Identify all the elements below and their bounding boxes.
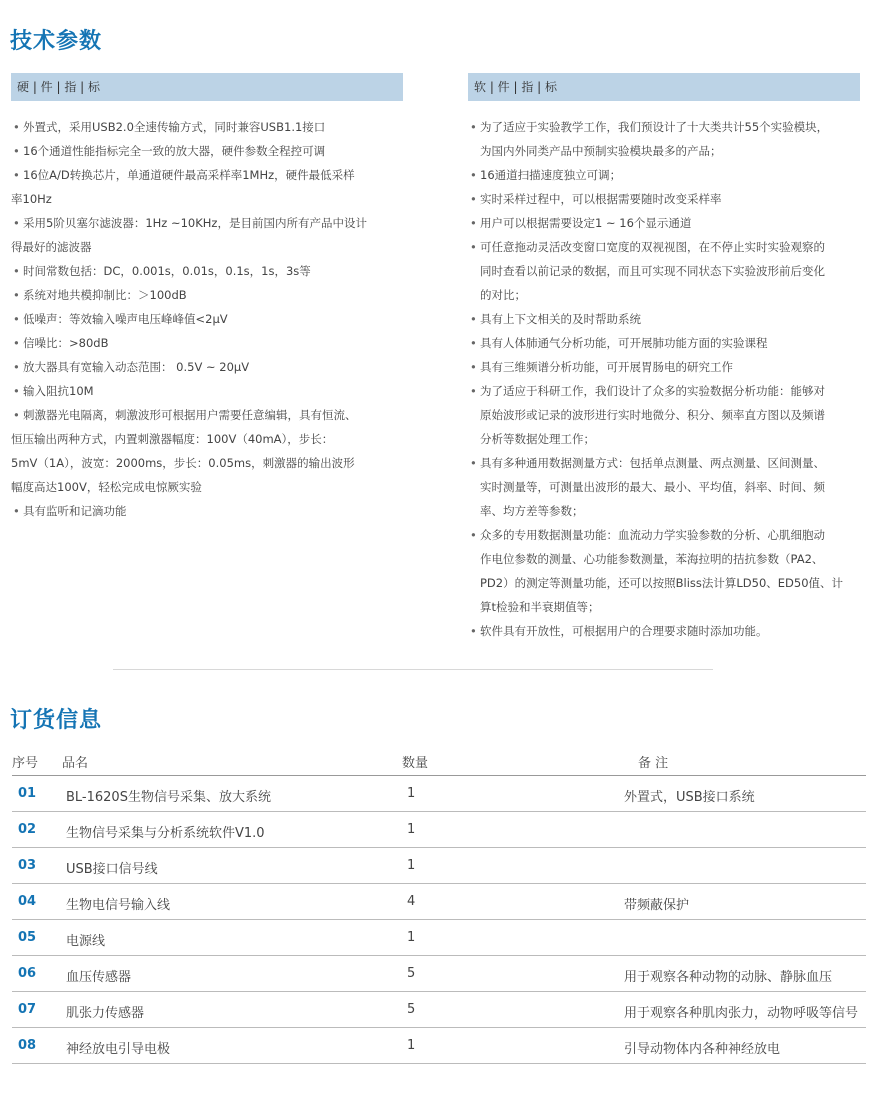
list-item-line: 得最好的滤波器: [11, 240, 92, 254]
row-name: USB接口信号线: [66, 862, 158, 877]
list-item: [468, 379, 860, 451]
list-item-line: • 放大器具有宽输入动态范围： 0.5V ~ 20μV: [23, 360, 250, 374]
header-no: 序号: [12, 756, 39, 771]
row-no: 03: [18, 858, 37, 873]
row-qty: 1: [407, 930, 416, 945]
list-item-line: • 采用5阶贝塞尔滤波器：1Hz ~10KHz，是目前国内所有产品中设计: [23, 216, 367, 230]
list-item-line: • 系统对地共模抑制比：＞100dB: [23, 288, 187, 302]
hardware-list: [11, 115, 403, 523]
table-row: [12, 848, 866, 884]
header-note: 备 注: [638, 756, 669, 771]
list-item-line: • 实时采样过程中，可以根据需要随时改变采样率: [480, 192, 722, 206]
list-item-line: • 可任意拖动灵活改变窗口宽度的双视视图，在不停止实时实验观察的: [480, 240, 825, 254]
list-item-line: • 16通道扫描速度独立可调；: [480, 168, 622, 182]
table-row: [12, 884, 866, 920]
list-item-line: • 软件具有开放性，可根据用户的合理要求随时添加功能。: [480, 624, 768, 638]
list-item-line: 实时测量等，可测量出波形的最大、最小、平均值，斜率、时间、频: [480, 480, 825, 494]
list-item-line: 恒压输出两种方式，内置刺激器幅度：100V（40mA），步长：: [11, 432, 334, 446]
software-list: [468, 115, 860, 643]
row-no: 08: [18, 1038, 37, 1053]
list-item: [11, 283, 403, 307]
table-row: [12, 776, 866, 812]
list-item-line: 同时查看以前记录的数据，而且可实现不同状态下实验波形前后变化: [480, 264, 825, 278]
list-item: [11, 499, 403, 523]
row-qty: 1: [407, 858, 416, 873]
table-row: [12, 956, 866, 992]
list-item: [468, 355, 860, 379]
header-qty: 数量: [402, 756, 429, 771]
tech-section-title: 技术参数: [10, 29, 103, 54]
row-no: 05: [18, 930, 37, 945]
row-name: 电源线: [66, 934, 106, 949]
list-item-line: 率10Hz: [11, 192, 52, 206]
list-item: [11, 211, 403, 259]
table-row: [12, 992, 866, 1028]
list-item: [468, 235, 860, 307]
list-item-line: • 众多的专用数据测量功能：血流动力学实验参数的分析、心肌细胞动: [480, 528, 825, 542]
software-column: [468, 73, 860, 643]
row-qty: 1: [407, 786, 416, 801]
list-item-line: • 16位A/D转换芯片，单通道硬件最高采样率1MHz，硬件最低采样: [23, 168, 355, 182]
list-item-line: • 为了适应于科研工作，我们设计了众多的实验数据分析功能：能够对: [480, 384, 825, 398]
table-row: [12, 920, 866, 956]
list-item-line: • 低噪声：等效输入噪声电压峰峰值<2μV: [23, 312, 228, 326]
section-divider: [113, 669, 713, 670]
row-no: 02: [18, 822, 37, 837]
row-qty: 1: [407, 822, 416, 837]
list-item-line: 的对比；: [480, 288, 526, 302]
list-item-line: 算t检验和半衰期值等；: [480, 600, 600, 614]
list-item: [11, 355, 403, 379]
row-note: 引导动物体内各种神经放电: [624, 1042, 781, 1057]
list-item: [468, 187, 860, 211]
list-item-line: • 16个通道性能指标完全一致的放大器，硬件参数全程控可调: [23, 144, 326, 158]
list-item: [11, 139, 403, 163]
order-table-header: [12, 748, 866, 776]
list-item: [468, 115, 860, 163]
software-header: 软 | 件 | 指 | 标: [468, 73, 860, 101]
list-item: [11, 307, 403, 331]
list-item-line: • 具有多种通用数据测量方式：包括单点测量、两点测量、区间测量、: [480, 456, 825, 470]
list-item-line: • 时间常数包括：DC，0.001s，0.01s，0.1s，1s，3s等: [23, 264, 311, 278]
list-item-line: • 外置式，采用USB2.0全速传输方式，同时兼容USB1.1接口: [23, 120, 326, 134]
row-name: 血压传感器: [66, 970, 132, 985]
list-item-line: PD2）的测定等测量功能，还可以按照Bliss法计算LD50、ED50值、计: [480, 576, 844, 590]
list-item-line: • 具有人体肺通气分析功能，可开展肺功能方面的实验课程: [480, 336, 768, 350]
list-item: [468, 163, 860, 187]
table-row: [12, 1028, 866, 1064]
row-note: 用于观察各种动物的动脉、静脉血压: [624, 970, 833, 985]
order-section-title: 订货信息: [10, 708, 103, 733]
row-name: 生物电信号输入线: [66, 898, 171, 913]
list-item: [468, 307, 860, 331]
list-item-line: • 用户可以根据需要设定1 ~ 16个显示通道: [480, 216, 692, 230]
row-name: BL-1620S生物信号采集、放大系统: [66, 790, 271, 805]
row-name: 神经放电引导电极: [66, 1042, 171, 1057]
row-qty: 5: [407, 1002, 416, 1017]
list-item: [468, 451, 860, 523]
hardware-header: 硬 | 件 | 指 | 标: [11, 73, 403, 101]
list-item-line: 作电位参数的测量、心功能参数测量，苯海拉明的拮抗参数（PA2、: [480, 552, 824, 566]
list-item: [468, 619, 860, 643]
list-item-line: • 信噪比：>80dB: [23, 336, 109, 350]
row-qty: 4: [407, 894, 416, 909]
list-item-line: • 为了适应于实验教学工作，我们预设计了十大类共计55个实验模块，: [480, 120, 829, 134]
list-item-line: 原始波形或记录的波形进行实时地微分、积分、频率直方图以及频谱: [480, 408, 825, 422]
row-qty: 1: [407, 1038, 416, 1053]
row-note: 外置式，USB接口系统: [624, 790, 755, 805]
list-item: [11, 259, 403, 283]
list-item: [11, 403, 403, 499]
list-item-line: 幅度高达100V，轻松完成电惊厥实验: [11, 480, 202, 494]
hardware-column: [11, 73, 403, 523]
list-item: [468, 211, 860, 235]
list-item-line: 分析等数据处理工作；: [480, 432, 595, 446]
row-no: 01: [18, 786, 37, 801]
row-name: 生物信号采集与分析系统软件V1.0: [66, 826, 265, 841]
list-item: [11, 331, 403, 355]
list-item: [11, 379, 403, 403]
order-table: [12, 748, 866, 1064]
row-no: 06: [18, 966, 37, 981]
list-item: [11, 163, 403, 211]
list-item-line: • 具有监听和记滴功能: [23, 504, 127, 518]
row-note: 带频蔽保护: [624, 898, 690, 913]
list-item-line: 5mV（1A），波宽：2000ms，步长：0.05ms，刺激器的输出波形: [11, 456, 355, 470]
row-name: 肌张力传感器: [66, 1006, 145, 1021]
order-rows: [12, 776, 866, 1064]
list-item: [468, 523, 860, 619]
list-item-line: • 输入阻抗10M: [23, 384, 94, 398]
list-item-line: • 具有三维频谱分析功能，可开展胃肠电的研究工作: [480, 360, 733, 374]
list-item-line: • 具有上下文相关的及时帮助系统: [480, 312, 641, 326]
list-item: [11, 115, 403, 139]
header-name: 品名: [62, 756, 89, 771]
row-note: 用于观察各种肌肉张力，动物呼吸等信号: [624, 1006, 859, 1021]
list-item-line: 为国内外同类产品中预制实验模块最多的产品；: [480, 144, 722, 158]
row-no: 04: [18, 894, 37, 909]
list-item-line: 率、均方差等参数；: [480, 504, 584, 518]
list-item-line: • 刺激器光电隔离，刺激波形可根据用户需要任意编辑，具有恒流、: [23, 408, 357, 422]
row-no: 07: [18, 1002, 37, 1017]
table-row: [12, 812, 866, 848]
row-qty: 5: [407, 966, 416, 981]
list-item: [468, 331, 860, 355]
